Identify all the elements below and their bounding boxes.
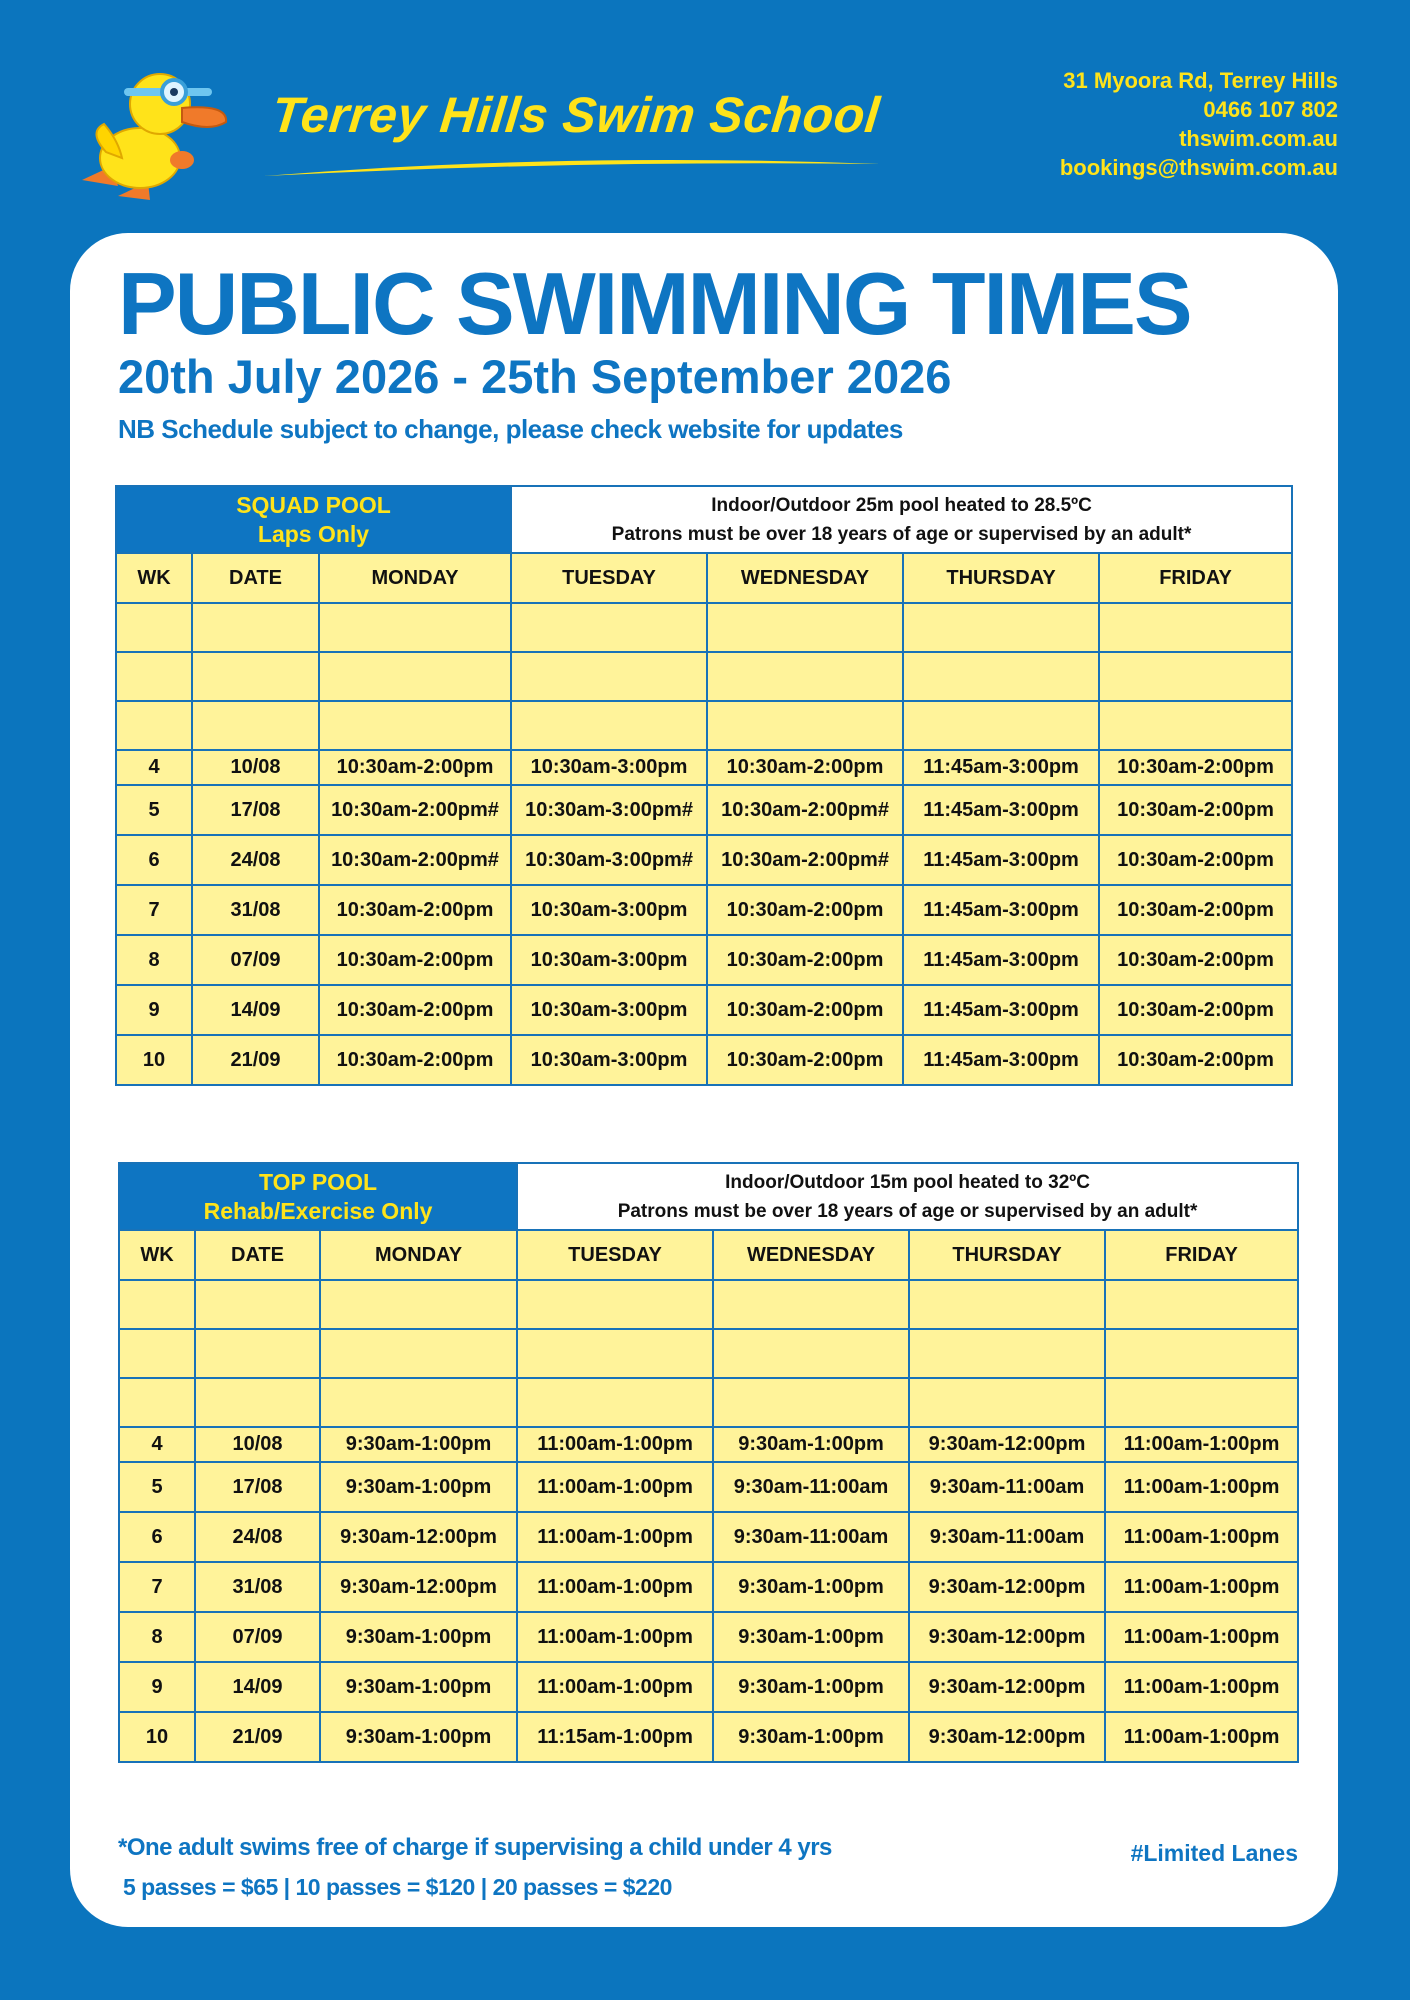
cell-friday: 10:30am-2:00pm <box>1099 935 1292 985</box>
contact-phone[interactable]: 0466 107 802 <box>1203 97 1338 122</box>
empty-row <box>119 1329 1298 1378</box>
empty-cell <box>909 1329 1105 1378</box>
empty-cell <box>116 701 192 750</box>
cell-wednesday: 9:30am-1:00pm <box>713 1612 909 1662</box>
page-title: PUBLIC SWIMMING TIMES <box>118 254 1191 353</box>
cell-friday: 10:30am-2:00pm <box>1099 750 1292 785</box>
cell-monday: 9:30am-1:00pm <box>320 1662 517 1712</box>
cell-wednesday: 10:30am-2:00pm <box>707 885 903 935</box>
top-pool-header <box>119 1163 517 1230</box>
cell-monday: 9:30am-1:00pm <box>320 1462 517 1512</box>
column-header-thursday: THURSDAY <box>903 553 1099 603</box>
cell-wednesday: 10:30am-2:00pm <box>707 1035 903 1085</box>
cell-wk: 6 <box>116 835 192 885</box>
empty-cell <box>320 1329 517 1378</box>
table-row <box>119 1712 1298 1762</box>
cell-thursday: 11:45am-3:00pm <box>903 885 1099 935</box>
cell-date: 24/08 <box>195 1512 320 1562</box>
squad-pool-info-line2: Patrons must be over 18 years of age or supervised by an adult* <box>611 523 1192 545</box>
empty-cell <box>903 652 1099 701</box>
empty-cell <box>903 701 1099 750</box>
column-header-monday: MONDAY <box>320 1230 517 1280</box>
cell-thursday: 11:45am-3:00pm <box>903 750 1099 785</box>
cell-tuesday: 10:30am-3:00pm# <box>511 785 707 835</box>
squad-pool-use: Laps Only <box>257 520 370 547</box>
table-row <box>116 750 1292 785</box>
cell-monday: 10:30am-2:00pm <box>319 1035 511 1085</box>
empty-row <box>116 603 1292 652</box>
cell-friday: 11:00am-1:00pm <box>1105 1662 1298 1712</box>
empty-cell <box>192 603 319 652</box>
cell-monday: 9:30am-1:00pm <box>320 1427 517 1462</box>
cell-wednesday: 9:30am-11:00am <box>713 1512 909 1562</box>
column-header-row <box>116 553 1292 603</box>
cell-tuesday: 10:30am-3:00pm <box>511 985 707 1035</box>
cell-wednesday: 9:30am-11:00am <box>713 1462 909 1512</box>
cell-tuesday: 10:30am-3:00pm <box>511 935 707 985</box>
empty-cell <box>511 701 707 750</box>
cell-friday: 11:00am-1:00pm <box>1105 1562 1298 1612</box>
empty-cell <box>903 603 1099 652</box>
contact-email[interactable]: bookings@thswim.com.au <box>1059 155 1338 180</box>
contact-address: 31 Myoora Rd, Terrey Hills <box>1063 68 1338 93</box>
empty-cell <box>116 603 192 652</box>
cell-wk: 9 <box>116 985 192 1035</box>
empty-cell <box>319 603 511 652</box>
cell-wednesday: 10:30am-2:00pm <box>707 935 903 985</box>
empty-cell <box>192 652 319 701</box>
cell-date: 31/08 <box>195 1562 320 1612</box>
cell-monday: 10:30am-2:00pm <box>319 885 511 935</box>
column-header-thursday: THURSDAY <box>909 1230 1105 1280</box>
cell-date: 07/09 <box>192 935 319 985</box>
cell-thursday: 11:45am-3:00pm <box>903 985 1099 1035</box>
cell-wk: 4 <box>119 1427 195 1462</box>
schedule-card <box>70 233 1338 1927</box>
cell-friday: 11:00am-1:00pm <box>1105 1427 1298 1462</box>
top-pool-info-line1: Indoor/Outdoor 15m pool heated to 32ºC <box>725 1171 1090 1193</box>
cell-wk: 6 <box>119 1512 195 1562</box>
top-pool-table <box>118 1162 1299 1763</box>
cell-thursday: 11:45am-3:00pm <box>903 935 1099 985</box>
empty-cell <box>909 1280 1105 1329</box>
empty-cell <box>195 1280 320 1329</box>
table-row <box>116 835 1292 885</box>
empty-cell <box>319 701 511 750</box>
supervision-note: *One adult swims free of charge if supervising a child under 4 yrs <box>118 1834 832 1861</box>
column-header-tuesday: TUESDAY <box>511 553 707 603</box>
cell-wk: 5 <box>119 1462 195 1512</box>
cell-monday: 10:30am-2:00pm# <box>319 835 511 885</box>
cell-wednesday: 10:30am-2:00pm# <box>707 835 903 885</box>
cell-thursday: 9:30am-12:00pm <box>909 1612 1105 1662</box>
empty-cell <box>517 1329 713 1378</box>
cell-thursday: 9:30am-12:00pm <box>909 1662 1105 1712</box>
cell-wednesday: 10:30am-2:00pm# <box>707 785 903 835</box>
cell-date: 14/09 <box>195 1662 320 1712</box>
squad-pool-header <box>116 486 511 553</box>
table-row <box>119 1512 1298 1562</box>
empty-row <box>116 701 1292 750</box>
brand-name: Terrey Hills Swim School <box>269 87 883 143</box>
squad-pool-info <box>511 486 1292 553</box>
cell-friday: 10:30am-2:00pm <box>1099 835 1292 885</box>
empty-cell <box>517 1378 713 1427</box>
column-header-wednesday: WEDNESDAY <box>707 553 903 603</box>
empty-cell <box>1105 1280 1298 1329</box>
contact-website[interactable]: thswim.com.au <box>1179 126 1338 151</box>
cell-thursday: 11:45am-3:00pm <box>903 835 1099 885</box>
cell-monday: 10:30am-2:00pm <box>319 935 511 985</box>
cell-wk: 7 <box>119 1562 195 1612</box>
pricing-note: 5 passes = $65 | 10 passes = $120 | 20 passes = $220 <box>123 1874 672 1900</box>
empty-cell <box>713 1280 909 1329</box>
empty-cell <box>1105 1329 1298 1378</box>
empty-cell <box>511 603 707 652</box>
cell-tuesday: 11:00am-1:00pm <box>517 1662 713 1712</box>
cell-date: 17/08 <box>195 1462 320 1512</box>
cell-thursday: 9:30am-12:00pm <box>909 1562 1105 1612</box>
top-pool-use: Rehab/Exercise Only <box>203 1197 433 1224</box>
column-header-wednesday: WEDNESDAY <box>713 1230 909 1280</box>
cell-monday: 9:30am-1:00pm <box>320 1612 517 1662</box>
table-row <box>116 785 1292 835</box>
empty-cell <box>320 1280 517 1329</box>
cell-wk: 8 <box>116 935 192 985</box>
empty-cell <box>511 652 707 701</box>
empty-cell <box>116 652 192 701</box>
empty-cell <box>1099 701 1292 750</box>
cell-tuesday: 11:00am-1:00pm <box>517 1562 713 1612</box>
empty-cell <box>192 701 319 750</box>
empty-cell <box>119 1378 195 1427</box>
empty-cell <box>195 1378 320 1427</box>
top-pool-name: TOP POOL <box>259 1168 378 1195</box>
top-pool-info-line2: Patrons must be over 18 years of age or supervised by an adult* <box>617 1200 1198 1222</box>
cell-thursday: 9:30am-11:00am <box>909 1462 1105 1512</box>
cell-tuesday: 11:00am-1:00pm <box>517 1462 713 1512</box>
cell-tuesday: 11:15am-1:00pm <box>517 1712 713 1762</box>
empty-row <box>119 1280 1298 1329</box>
cell-friday: 10:30am-2:00pm <box>1099 1035 1292 1085</box>
cell-friday: 11:00am-1:00pm <box>1105 1612 1298 1662</box>
table-row <box>119 1612 1298 1662</box>
table-row <box>119 1462 1298 1512</box>
cell-wednesday: 9:30am-1:00pm <box>713 1662 909 1712</box>
cell-date: 10/08 <box>192 750 319 785</box>
table-row <box>116 885 1292 935</box>
empty-cell <box>909 1378 1105 1427</box>
top-pool-info <box>517 1163 1298 1230</box>
cell-monday: 10:30am-2:00pm# <box>319 785 511 835</box>
cell-monday: 9:30am-12:00pm <box>320 1562 517 1612</box>
column-header-date: DATE <box>195 1230 320 1280</box>
cell-friday: 10:30am-2:00pm <box>1099 785 1292 835</box>
cell-tuesday: 11:00am-1:00pm <box>517 1512 713 1562</box>
column-header-wk: WK <box>116 553 192 603</box>
column-header-wk: WK <box>119 1230 195 1280</box>
cell-thursday: 9:30am-12:00pm <box>909 1712 1105 1762</box>
cell-wednesday: 9:30am-1:00pm <box>713 1562 909 1612</box>
cell-friday: 11:00am-1:00pm <box>1105 1512 1298 1562</box>
squad-pool-info-line1: Indoor/Outdoor 25m pool heated to 28.5ºC <box>711 494 1092 516</box>
limited-lanes-tag: #Limited Lanes <box>1130 1840 1298 1866</box>
cell-monday: 10:30am-2:00pm <box>319 985 511 1035</box>
cell-tuesday: 10:30am-3:00pm <box>511 750 707 785</box>
empty-cell <box>1099 652 1292 701</box>
column-header-friday: FRIDAY <box>1099 553 1292 603</box>
column-header-monday: MONDAY <box>319 553 511 603</box>
empty-cell <box>713 1378 909 1427</box>
cell-wk: 10 <box>119 1712 195 1762</box>
empty-cell <box>320 1378 517 1427</box>
squad-pool-table <box>115 485 1293 1086</box>
cell-date: 24/08 <box>192 835 319 885</box>
cell-date: 14/09 <box>192 985 319 1035</box>
table-row <box>119 1562 1298 1612</box>
empty-cell <box>319 652 511 701</box>
table-row <box>119 1427 1298 1462</box>
cell-tuesday: 10:30am-3:00pm <box>511 1035 707 1085</box>
cell-date: 10/08 <box>195 1427 320 1462</box>
contact-block <box>1060 66 1338 182</box>
empty-cell <box>119 1280 195 1329</box>
cell-wk: 9 <box>119 1662 195 1712</box>
duck-mascot-icon <box>78 62 238 202</box>
cell-date: 17/08 <box>192 785 319 835</box>
cell-thursday: 9:30am-12:00pm <box>909 1427 1105 1462</box>
empty-cell <box>707 701 903 750</box>
schedule-notice: NB Schedule subject to change, please check website for updates <box>118 414 903 444</box>
empty-row <box>119 1378 1298 1427</box>
cell-wednesday: 10:30am-2:00pm <box>707 750 903 785</box>
table-row <box>116 985 1292 1035</box>
header <box>0 0 1410 230</box>
cell-wednesday: 9:30am-1:00pm <box>713 1427 909 1462</box>
cell-date: 07/09 <box>195 1612 320 1662</box>
cell-friday: 11:00am-1:00pm <box>1105 1712 1298 1762</box>
cell-friday: 10:30am-2:00pm <box>1099 885 1292 935</box>
cell-thursday: 11:45am-3:00pm <box>903 1035 1099 1085</box>
cell-thursday: 9:30am-11:00am <box>909 1512 1105 1562</box>
column-header-friday: FRIDAY <box>1105 1230 1298 1280</box>
cell-tuesday: 10:30am-3:00pm <box>511 885 707 935</box>
empty-cell <box>1105 1378 1298 1427</box>
cell-wk: 8 <box>119 1612 195 1662</box>
empty-cell <box>707 652 903 701</box>
empty-cell <box>195 1329 320 1378</box>
cell-wk: 7 <box>116 885 192 935</box>
cell-tuesday: 10:30am-3:00pm# <box>511 835 707 885</box>
table-row <box>116 1035 1292 1085</box>
squad-pool-name: SQUAD POOL <box>236 491 391 518</box>
cell-tuesday: 11:00am-1:00pm <box>517 1427 713 1462</box>
empty-cell <box>1099 603 1292 652</box>
empty-row <box>116 652 1292 701</box>
cell-wednesday: 10:30am-2:00pm <box>707 985 903 1035</box>
date-range: 20th July 2026 - 25th September 2026 <box>118 350 952 403</box>
cell-monday: 10:30am-2:00pm <box>319 750 511 785</box>
cell-friday: 11:00am-1:00pm <box>1105 1462 1298 1512</box>
cell-monday: 9:30am-1:00pm <box>320 1712 517 1762</box>
cell-wk: 4 <box>116 750 192 785</box>
cell-wednesday: 9:30am-1:00pm <box>713 1712 909 1762</box>
brand-swoosh <box>262 150 882 180</box>
empty-cell <box>707 603 903 652</box>
empty-cell <box>713 1329 909 1378</box>
cell-thursday: 11:45am-3:00pm <box>903 785 1099 835</box>
column-header-row <box>119 1230 1298 1280</box>
empty-cell <box>119 1329 195 1378</box>
cell-date: 31/08 <box>192 885 319 935</box>
cell-monday: 9:30am-12:00pm <box>320 1512 517 1562</box>
column-header-date: DATE <box>192 553 319 603</box>
column-header-tuesday: TUESDAY <box>517 1230 713 1280</box>
cell-friday: 10:30am-2:00pm <box>1099 985 1292 1035</box>
table-row <box>119 1662 1298 1712</box>
cell-date: 21/09 <box>192 1035 319 1085</box>
empty-cell <box>517 1280 713 1329</box>
table-row <box>116 935 1292 985</box>
cell-tuesday: 11:00am-1:00pm <box>517 1612 713 1662</box>
cell-date: 21/09 <box>195 1712 320 1762</box>
cell-wk: 5 <box>116 785 192 835</box>
cell-wk: 10 <box>116 1035 192 1085</box>
